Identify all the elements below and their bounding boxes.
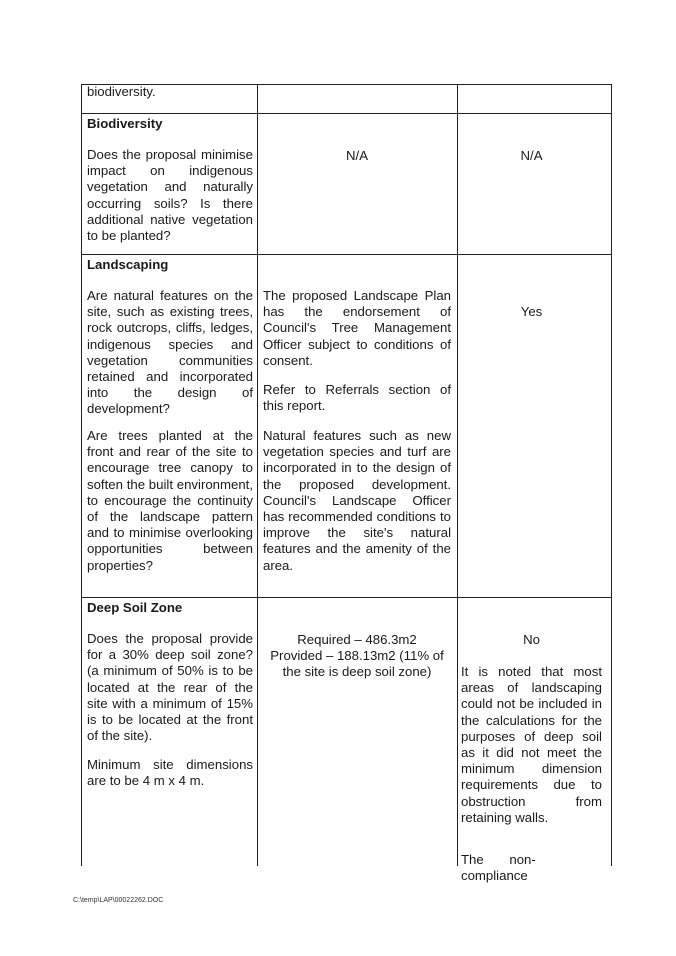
deep-soil-note-continued: The non-compliance	[461, 852, 536, 884]
row-divider	[81, 254, 612, 255]
row-divider	[81, 113, 612, 114]
biodiversity-comment: N/A	[346, 148, 368, 163]
column-divider	[457, 84, 458, 866]
deep-soil-question-2: Minimum site dimensions are to be 4 m x 4 m.	[87, 757, 253, 789]
table-left-border	[81, 84, 82, 866]
row-heading-deep-soil-zone: Deep Soil Zone	[87, 600, 183, 615]
landscaping-question-1: Are natural features on the site, such as existing trees, rock outcrops, cliffs, ledges, indigenous species and vegetation communities retained and incorporated into the design of development?	[87, 288, 253, 417]
deep-soil-note: It is noted that most areas of landscaping could not be included in the calculations for the purposes of deep soil as it did not meet the minimum dimension requirements due to obstruction from retaining walls.	[461, 664, 602, 825]
biodiversity-compliance: N/A	[520, 148, 543, 163]
landscaping-compliance: Yes	[520, 304, 543, 319]
deep-soil-question-1: Does the proposal provide for a 30% deep soil zone? (a minimum of 50% is to be located at the rear of the site with a minimum of 15% is to be located at the front of the site).	[87, 631, 253, 744]
landscaping-comment-1: The proposed Landscape Plan has the endorsement of Council's Tree Management Officer subject to conditions of consent.	[263, 288, 451, 368]
column-divider	[257, 84, 258, 866]
row-heading-biodiversity: Biodiversity	[87, 116, 163, 131]
deep-soil-required: Required – 486.3m2	[297, 632, 417, 647]
deep-soil-provided: Provided – 188.13m2 (11% of the site is deep soil zone)	[270, 648, 444, 680]
row-heading-landscaping: Landscaping	[87, 257, 169, 272]
row-divider	[81, 597, 612, 598]
landscaping-comment-2: Refer to Referrals section of this report.	[263, 382, 451, 414]
table-right-border	[611, 84, 612, 866]
deep-soil-compliance: No	[523, 632, 540, 647]
document-path-footer: C:\temp\LAP\00022262.DOC	[73, 897, 164, 904]
landscaping-comment-3: Natural features such as new vegetation species and turf are incorporated in to the design of the proposed development. Council's Landscape Officer has recommended conditions to improve the site's natural features and the amenity of the area.	[263, 428, 451, 573]
biodiversity-question: Does the proposal minimise impact on indigenous vegetation and naturally occurring soils? Is there additional native vegetation to be planted?	[87, 147, 253, 244]
landscaping-question-2: Are trees planted at the front and rear of the site to encourage tree canopy to soften the built environment, to encourage the continuity of the landscape pattern and to minimise overlooking opportunities between properties?	[87, 428, 253, 573]
continuation-text: biodiversity.	[87, 84, 156, 99]
